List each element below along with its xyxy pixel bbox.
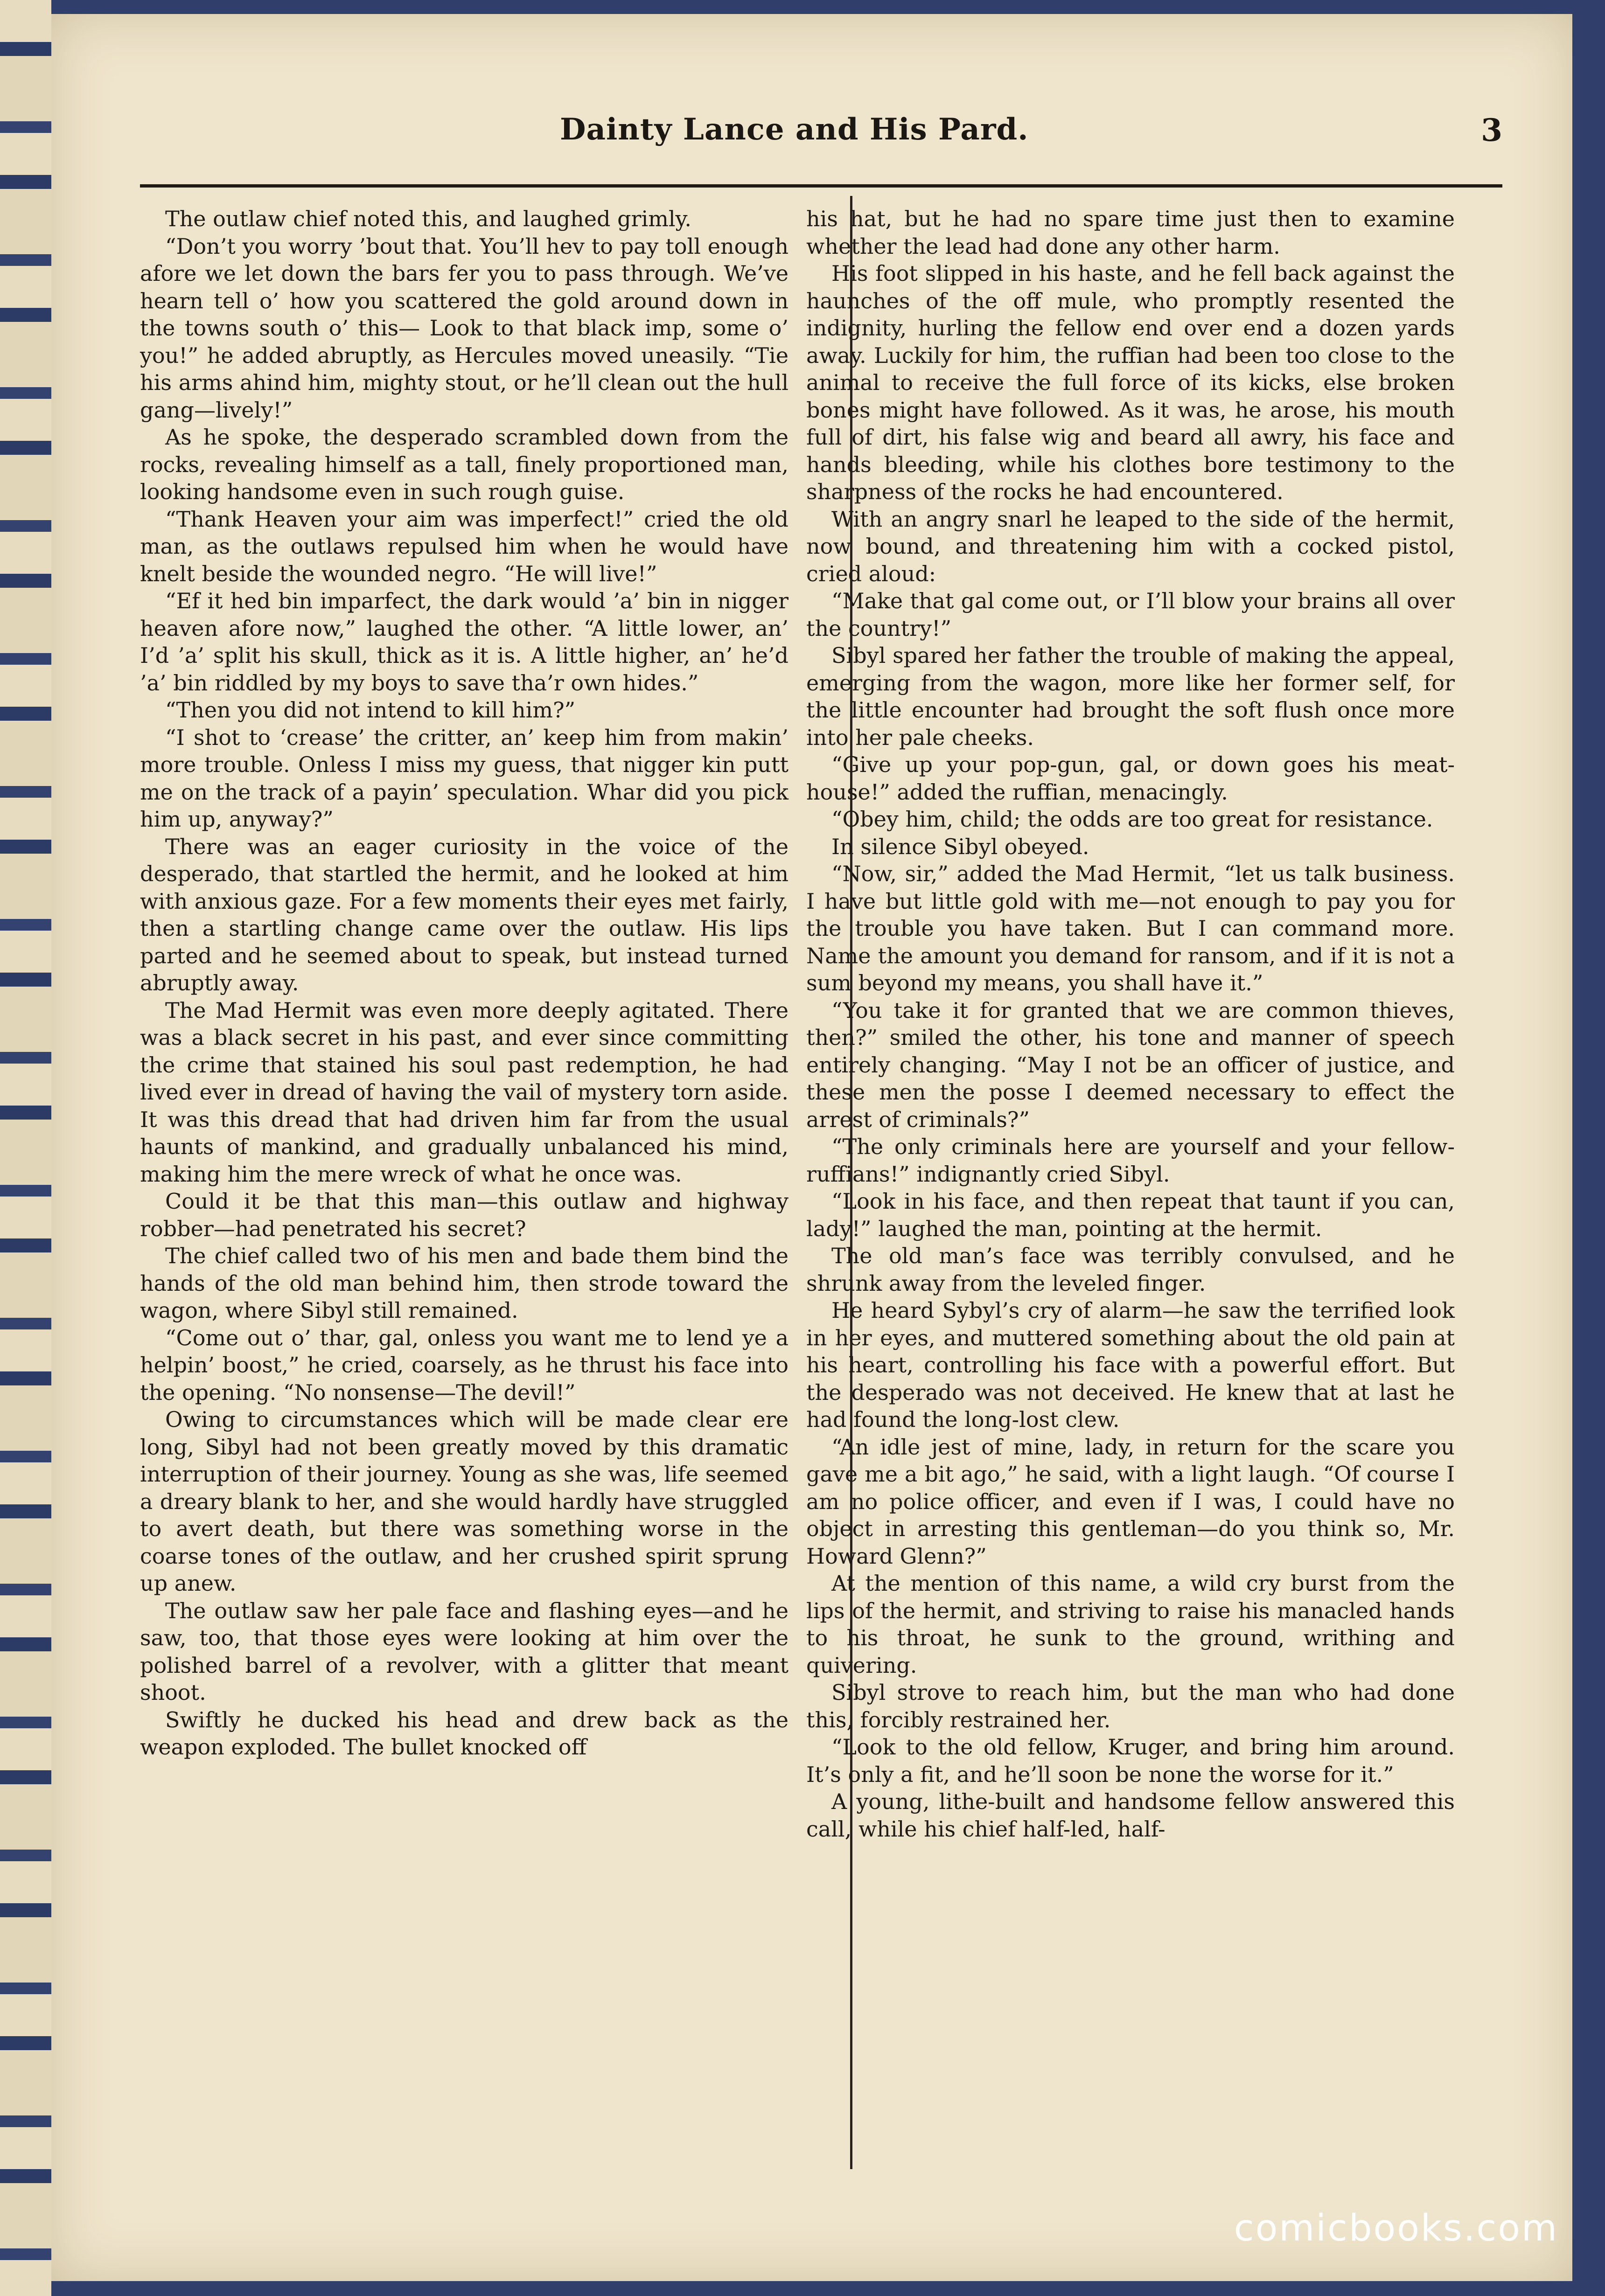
paragraph: The old man’s face was terribly convulsed, and he shrunk away from the leveled finger. <box>806 1243 1455 1296</box>
site-watermark: comicbooks.com <box>1234 2207 1558 2249</box>
paragraph: Sibyl spared her father the trouble of making the appeal, emerging from the wagon, more like her former self, for the little encounter had brought the soft flush once more into her pale cheeks. <box>806 643 1455 750</box>
running-title: Dainty Lance and His Pard. <box>560 112 1029 147</box>
paragraph: “Obey him, child; the odds are too great for resistance. <box>831 807 1433 832</box>
paragraph: “Look in his face, and then repeat that taunt if you can, lady!” laughed the man, pointing at the hermit. <box>806 1189 1455 1241</box>
paragraph: “Come out o’ thar, gal, onless you want me to lend ye a helpin’ boost,” he cried, coarsely, as he thrust his face into the opening. “No nonsense—The devil!” <box>140 1325 789 1405</box>
page-number: 3 <box>1481 112 1502 148</box>
paragraph: In silence Sibyl obeyed. <box>831 834 1089 859</box>
paragraph: “Don’t you worry ’bout that. You’ll hev to pay toll enough afore we let down the bars fer you to pass through. We’ve hearn tell o’ how you scattered the gold around down in the towns south o’ this— Look to that black imp, some o’ you!” he added abruptly, as Hercules moved uneasily. “Tie his arms ahind him, mighty stout, or he’ll clean out the hull gang—lively!” <box>140 233 789 423</box>
paragraph: The outlaw saw her pale face and flashing eyes—and he saw, too, that those eyes were looking at him over the polished barrel of a revolver, with a glitter that meant shoot. <box>140 1598 789 1705</box>
paragraph: “Make that gal come out, or I’ll blow your brains all over the country!” <box>806 588 1455 641</box>
paragraph: “Now, sir,” added the Mad Hermit, “let us talk business. I have but little gold with me—not enough to pay you for the trouble you have taken. But I can command more. Name the amount you demand for ransom, and if it is not a sum beyond my means, you shall have it.” <box>806 861 1455 995</box>
paragraph: With an angry snarl he leaped to the side of the hermit, now bound, and threatening him with a cocked pistol, cried aloud: <box>806 506 1455 586</box>
paragraph: “The only criminals here are yourself and your fellow-ruffians!” indignantly cried Sibyl. <box>806 1134 1455 1187</box>
paragraph: “I shot to ‘crease’ the critter, an’ keep him from makin’ more trouble. Onless I miss my guess, that nigger kin putt me on the track of a payin’ speculation. Whar did you pick him up, anyway?” <box>140 724 789 832</box>
paragraph: Owing to circumstances which will be made clear ere long, Sibyl had not been greatly moved by this dramatic interruption of their journey. Young as she was, life seemed a dreary blank to her, and she would hardly have struggled to avert death, but there was something worse in the coarse tones of the outlaw, and her crushed spirit sprung up anew. <box>140 1407 789 1596</box>
left-column <box>140 205 789 1761</box>
paragraph: The Mad Hermit was even more deeply agitated. There was a black secret in his past, and ever since committing the crime that stained his soul past redemption, he had lived ever in dread of having the vail of mystery torn aside. It was this dread that had driven him far from the usual haunts of mankind, and gradually unbalanced his mind, making him the mere wreck of what he once was. <box>140 997 789 1187</box>
header-rule <box>140 184 1502 188</box>
paragraph: “You take it for granted that we are common thieves, then?” smiled the other, his tone and manner of speech entirely changing. “May I not be an officer of justice, and these men the posse I deemed necessary to effect the arrest of criminals?” <box>806 997 1455 1132</box>
paragraph: “Then you did not intend to kill him?” <box>165 697 576 723</box>
paragraph: There was an eager curiosity in the voice of the desperado, that startled the hermit, and he looked at him with anxious gaze. For a few moments their eyes met fairly, then a startling change came over the outlaw. His lips parted and he seemed about to speak, but instead turned abruptly away. <box>140 834 789 995</box>
paragraph: The chief called two of his men and bade them bind the hands of the old man behind him, then strode toward the wagon, where Sibyl still remained. <box>140 1243 789 1323</box>
paragraph: “Thank Heaven your aim was imperfect!” cried the old man, as the outlaws repulsed him when he would have knelt beside the wounded negro. “He will live!” <box>140 506 789 586</box>
right-column <box>806 205 1455 1843</box>
paragraph: The outlaw chief noted this, and laughed grimly. <box>165 206 692 231</box>
paragraph: “An idle jest of mine, lady, in return for the scare you gave me a bit ago,” he said, with a light laugh. “Of course I am no police officer, and even if I was, I could have no object in arresting this gentleman—do you think so, Mr. Howard Glenn?” <box>806 1434 1455 1569</box>
binding-edge <box>0 0 51 2296</box>
paragraph: At the mention of this name, a wild cry burst from the lips of the hermit, and striving to raise his manacled hands to his throat, he sunk to the ground, writhing and quivering. <box>806 1571 1455 1678</box>
paragraph: As he spoke, the desperado scrambled down from the rocks, revealing himself as a tall, finely proportioned man, looking handsome even in such rough guise. <box>140 424 789 504</box>
paragraph: “Look to the old fellow, Kruger, and bring him around. It’s only a fit, and he’ll soon be none the worse for it.” <box>806 1734 1455 1787</box>
paragraph: his hat, but he had no spare time just then to examine whether the lead had done any other harm. <box>806 206 1455 259</box>
paragraph: Sibyl strove to reach him, but the man who had done this, forcibly restrained her. <box>806 1680 1455 1732</box>
paragraph: “Give up your pop-gun, gal, or down goes his meat-house!” added the ruffian, menacingly. <box>806 752 1455 805</box>
paragraph: “Ef it hed bin imparfect, the dark would ’a’ bin in nigger heaven afore now,” laughed the other. “A little lower, an’ I’d ’a’ split his skull, thick as it is. A little higher, an’ he’d ’a’ bin riddled by my boys to save tha’r own hides.” <box>140 588 789 696</box>
paragraph: He heard Sybyl’s cry of alarm—he saw the terrified look in her eyes, and muttered something about the old pain at his heart, controlling his face with a powerful effort. But the desperado was not deceived. He knew that at last he had found the long-lost clew. <box>806 1298 1455 1432</box>
paragraph: Could it be that this man—this outlaw and highway robber—had penetrated his secret? <box>140 1189 789 1241</box>
running-header <box>140 107 1502 177</box>
paragraph: His foot slipped in his haste, and he fell back against the haunches of the off mule, who promptly resented the indignity, hurling the fellow end over end a dozen yards away. Luckily for him, the ruffian had been too close to the animal to receive the full force of its kicks, else broken bones might have followed. As it was, he arose, his mouth full of dirt, his false wig and beard all awry, his face and hands bleeding, while his clothes bore testimony to the sharpness of the rocks he had encountered. <box>806 261 1455 504</box>
paragraph: Swiftly he ducked his head and drew back as the weapon exploded. The bullet knocked off <box>140 1707 789 1760</box>
paragraph: A young, lithe-built and handsome fellow answered this call, while his chief half-led, half- <box>806 1789 1455 1842</box>
